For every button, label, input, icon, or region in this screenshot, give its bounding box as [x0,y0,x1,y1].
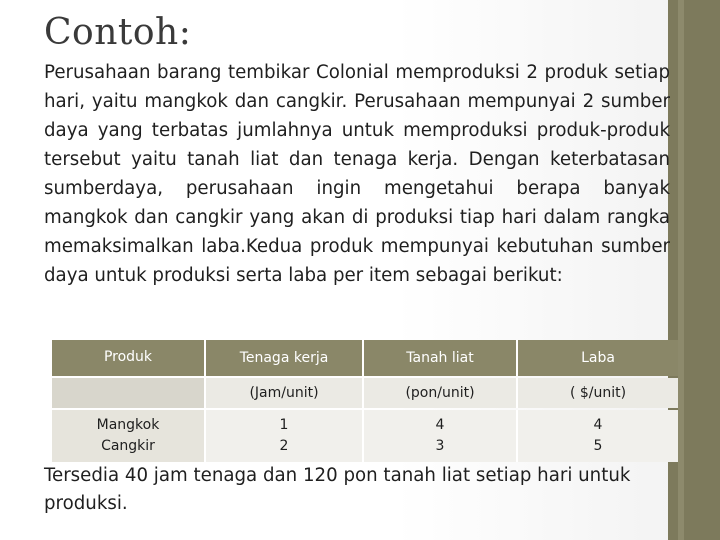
product-name: Mangkok [96,417,160,433]
laba-value: 4 [593,417,603,433]
tenaga-value: 2 [279,438,289,454]
unit-tenaga-kerja: (Jam/unit) [206,378,364,408]
cell-tanah-liat [364,410,518,462]
unit-tanah-liat: (pon/unit) [364,378,518,408]
unit-laba: ( $/unit) [518,378,678,408]
body-paragraph: Perusahaan barang tembikar Colonial memproduksi 2 produk setiap hari, yaitu mangkok dan cangkir. Perusahaan mempunyai 2 sumber daya yang terbatas jumlahnya untuk memproduksi produk-produk tersebut yaitu tanah liat dan tenaga kerja. Dengan keterbatasan sumberdaya, perusahaan ingin mengetahui berapa banyak mangkok dan cangkir yang akan di produksi tiap hari dalam rangka memaksimalkan laba.Kedua produk mempunyai kebutuhan sumber daya untuk produksi serta laba per item sebagai berikut: [44,62,670,286]
tanah-value: 4 [435,417,445,433]
cell-tenaga-kerja [206,410,364,462]
resource-table [52,340,678,462]
header-produk: Produk [52,340,206,376]
table-row [52,410,678,462]
header-tenaga-kerja: Tenaga kerja [206,340,364,376]
footer-text: Tersedia 40 jam tenaga dan 120 pon tanah liat setiap hari untuk produksi. [44,465,631,514]
slide-title: Contoh: [44,12,192,53]
table-units-row [52,378,678,408]
right-accent-stripe [678,0,684,540]
tanah-value: 3 [435,438,445,454]
unit-produk [52,378,206,408]
table-header-row [52,340,678,376]
cell-produk [52,410,206,462]
laba-value: 5 [593,438,603,454]
cell-laba [518,410,678,462]
header-laba: Laba [518,340,678,376]
product-name: Cangkir [101,438,155,454]
header-tanah-liat: Tanah liat [364,340,518,376]
tenaga-value: 1 [279,417,289,433]
